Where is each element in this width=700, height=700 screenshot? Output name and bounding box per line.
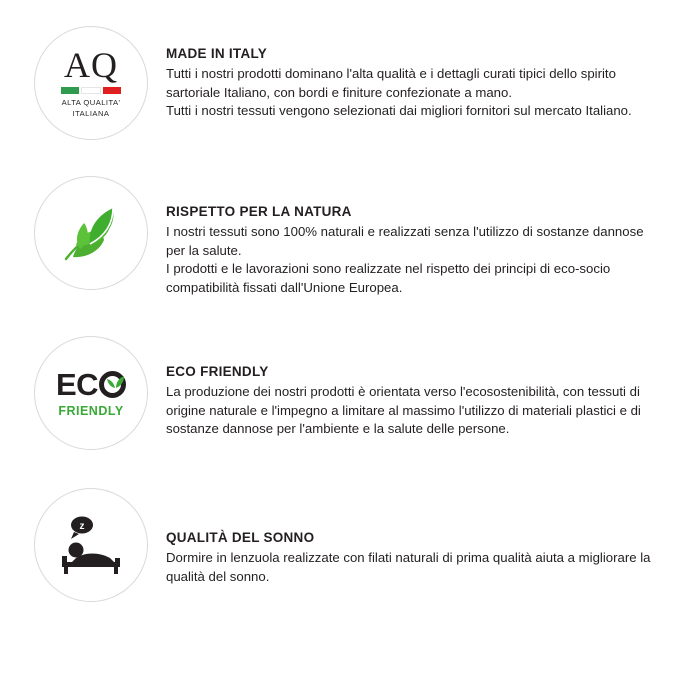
feature-title: ECO FRIENDLY bbox=[166, 363, 269, 379]
feature-body bbox=[166, 65, 666, 121]
feature-row-qualita-del-sonno bbox=[26, 488, 666, 602]
svg-text:z: z bbox=[79, 520, 85, 532]
feature-title: QUALITÀ DEL SONNO bbox=[166, 529, 315, 545]
feature-paragraph: Dormire in lenzuola realizzate con filati naturali di prima qualità aiuta a migliorare la qualità del sonno. bbox=[166, 549, 651, 584]
feature-text-made-in-italy bbox=[148, 26, 666, 121]
aq-subtitle-line-2: ITALIANA bbox=[72, 108, 110, 118]
feature-row-eco-friendly bbox=[26, 336, 666, 450]
feature-row-rispetto-per-la-natura bbox=[26, 176, 666, 298]
feature-body bbox=[166, 549, 666, 586]
feature-paragraph: I prodotti e le lavorazioni sono realizzate nel rispetto dei principi di eco-socio compatibilità fissati dall'Unione Europea. bbox=[166, 261, 611, 296]
feature-paragraph: I nostri tessuti sono 100% naturali e realizzati senza l'utilizzo di sostanze dannose per la salute. bbox=[166, 224, 644, 258]
feature-text-rispetto-per-la-natura bbox=[148, 176, 666, 298]
italian-flag-icon bbox=[35, 87, 147, 94]
feature-text-qualita-del-sonno bbox=[148, 488, 666, 586]
feature-title: MADE IN ITALY bbox=[166, 46, 268, 61]
eco-word bbox=[55, 366, 126, 402]
feature-paragraph: La produzione dei nostri prodotti è orientata verso l'ecosostenibilità, con tessuti di origine naturale e l'impegno a limitare al massimo l'utilizzo di materiali plastici e di sostanze dannose per l'ambiente e la salute delle persone. bbox=[166, 383, 641, 437]
feature-body bbox=[166, 223, 666, 298]
feature-paragraph: Tutti i nostri tessuti vengono selezionati dai migliori fornitori sul mercato Italiano. bbox=[166, 103, 632, 119]
feature-row-made-in-italy bbox=[26, 26, 666, 140]
eco-word-letters: EC bbox=[55, 366, 99, 402]
feature-title: RISPETTO PER LA NATURA bbox=[166, 204, 352, 219]
aq-subtitle-line-1: ALTA QUALITA' bbox=[61, 98, 121, 108]
feature-paragraph: Tutti i nostri prodotti dominano l'alta qualità e i dettagli curati tipici dello spirito sartoriale Italiano, con bordi e finiture confezionate a mano. bbox=[166, 66, 616, 100]
sleeping-person-in-bed-icon bbox=[34, 488, 148, 602]
eco-friendly-icon bbox=[34, 336, 148, 450]
leaf-icon bbox=[34, 176, 148, 290]
feature-text-eco-friendly bbox=[148, 336, 666, 439]
alta-qualita-italiana-icon bbox=[34, 26, 148, 140]
feature-body bbox=[166, 383, 666, 439]
aq-letters: AQ bbox=[64, 45, 118, 86]
eco-friendly-word: FRIENDLY bbox=[58, 403, 124, 418]
eco-o-with-sprout-icon bbox=[99, 371, 126, 398]
